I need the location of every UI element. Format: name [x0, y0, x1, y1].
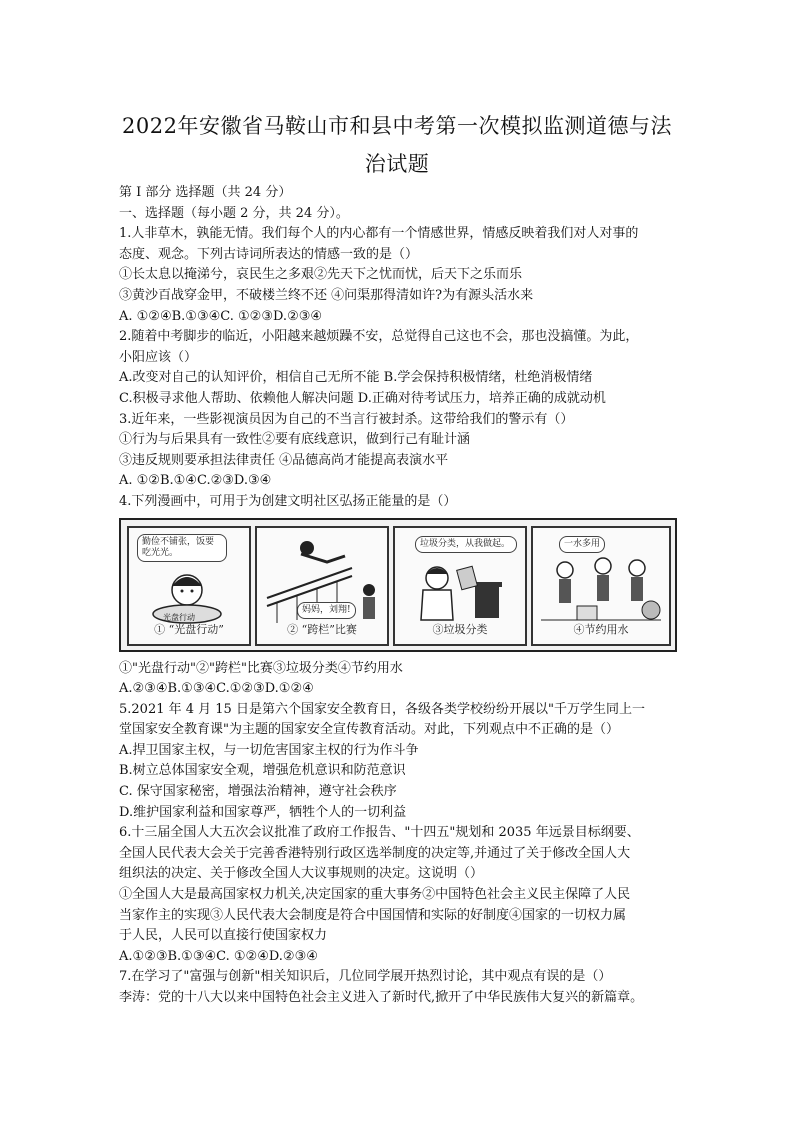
q4-stem: 4.下列漫画中，可用于为创建文明社区弘扬正能量的是（） — [119, 493, 457, 509]
q6-stem-line3: 组织法的决定、关于修改全国人大议事规则的决定。这说明（） — [119, 866, 484, 882]
cartoon-panel-3 — [393, 526, 527, 646]
q1-stem-line2: 态度、观念。下列古诗词所表达的情感一致的是（） — [119, 246, 419, 262]
q6-option-line2: 当家作主的实现③人民代表大会制度是符合中国国情和实际的好制度④国家的一切权力属 — [119, 907, 627, 923]
q5-option-d: D.维护国家利益和国家尊严，牺牲个人的一切利益 — [119, 804, 407, 820]
q3-choices: A. ①②B.①④C.②③D.③④ — [119, 473, 272, 489]
cartoon-panel-1 — [127, 526, 251, 646]
q1-option-line2: ③黄沙百战穿金甲，不破楼兰终不还 ④问渠那得清如许?为有源头活水来 — [119, 287, 534, 303]
part-heading: 第 I 部分 选择题（共 24 分） — [119, 185, 292, 200]
q4-cartoon-strip — [119, 518, 677, 652]
panel-4-caption: ④节约用水 — [573, 622, 629, 636]
q6-stem-line1: 6.十三届全国人大五次会议批准了政府工作报告、"十四五"规划和 2035 年远景目标纲要、 — [119, 825, 640, 841]
q2-stem-line1: 2.随着中考脚步的临近，小阳越来越烦躁不安，总觉得自己这也不会，那也没搞懂。为此， — [119, 329, 639, 345]
q2-stem-line2: 小阳应该（） — [119, 349, 198, 365]
cartoon-panel-4 — [531, 526, 671, 646]
panel-1-speech-bubble: 勤俭不铺张，饭要吃光光。 — [137, 534, 227, 562]
q3-stem: 3.近年来，一些影视演员因为自己的不当言行被封杀。这带给我们的警示有（） — [119, 411, 574, 427]
q7-li-tao-view: 李涛：党的十八大以来中国特色社会主义进入了新时代,掀开了中华民族伟大复兴的新篇章。 — [119, 990, 644, 1005]
q1-stem-line1: 1.人非草木，孰能无情。我们每个人的内心都有一个情感世界，情感反映着我们对人对事的 — [119, 226, 639, 242]
q5-stem-line1: 5.2021 年 4 月 15 日是第六个国家安全教育日，各级各类学校纷纷开展以"千万学生同上一 — [119, 701, 645, 717]
panel-2-caption: ② “跨栏”比赛 — [287, 622, 357, 636]
panel-3-speech-bubble: 垃圾分类，从我做起。 — [415, 536, 517, 553]
q4-choices: A.②③④B.①③④C.①②③D.①②④ — [119, 681, 314, 697]
panel-4-speech-bubble: 一水多用 — [559, 536, 605, 553]
q6-option-line3: 于人民，人民可以直接行使国家权力 — [119, 928, 328, 944]
q5-option-c: C. 保守国家秘密，增强法治精神，遵守社会秩序 — [119, 784, 397, 800]
q5-option-b: B.树立总体国家安全观，增强危机意识和防范意识 — [119, 763, 406, 779]
exam-body — [119, 183, 679, 1009]
q6-choices: A.①②③B.①③④C. ①②④D.②③④ — [119, 948, 318, 964]
q4-items: ①"光盘行动"②"跨栏"比赛③垃圾分类④节约用水 — [119, 660, 403, 676]
q5-option-a: A.捍卫国家主权，与一切危害国家主权的行为作斗争 — [119, 742, 419, 758]
q7-stem: 7.在学习了"富强与创新"相关知识后，几位同学展开热烈讨论，其中观点有误的是（） — [119, 969, 612, 985]
q3-option-line2: ③违反规则要承担法律责任 ④品德高尚才能提高表演水平 — [119, 452, 449, 468]
q5-stem-line2: 堂国家安全教育课"为主题的国家安全宣传教育活动。对此，下列观点中不正确的是（） — [119, 722, 619, 738]
q2-options-ab: A.改变对自己的认知评价，相信自己无所不能 B.学会保持积极情绪，杜绝消极情绪 — [119, 370, 593, 386]
q2-options-cd: C.积极寻求他人帮助、依赖他人解决问题 D.正确对待考试压力，培养正确的成就动机 — [119, 390, 606, 406]
exam-title-line2: 治试题 — [364, 152, 430, 176]
cartoon-panel-2 — [255, 526, 389, 646]
panel-1-sign: 光盘行动 — [163, 612, 195, 622]
section-heading: 一、选择题（每小题 2 分，共 24 分）。 — [119, 205, 349, 221]
q6-stem-line2: 全国人民代表大会关于完善香港特别行政区选举制度的决定等,并通过了关于修改全国人大 — [119, 845, 631, 861]
panel-1-caption: ① “光盘行动” — [154, 622, 224, 636]
panel-3-caption: ③垃圾分类 — [432, 622, 488, 636]
panel-2-speech-bubble: 妈妈，刘翔! — [297, 602, 356, 619]
q6-option-line1: ①全国人大是最高国家权力机关,决定国家的重大事务②中国特色社会主义民主保障了人民 — [119, 887, 631, 903]
q1-option-line1: ①长太息以掩涕兮，哀民生之多艰②先天下之忧而忧，后天下之乐而乐 — [119, 267, 523, 283]
q3-option-line1: ①行为与后果具有一致性②要有底线意识，做到行己有耻计涵 — [119, 432, 471, 448]
exam-title-line1: 2022年安徽省马鞍山市和县中考第一次模拟监测道德与法 — [122, 114, 672, 138]
q1-choices: A. ①②④B.①③④C. ①②③D.②③④ — [119, 308, 323, 324]
